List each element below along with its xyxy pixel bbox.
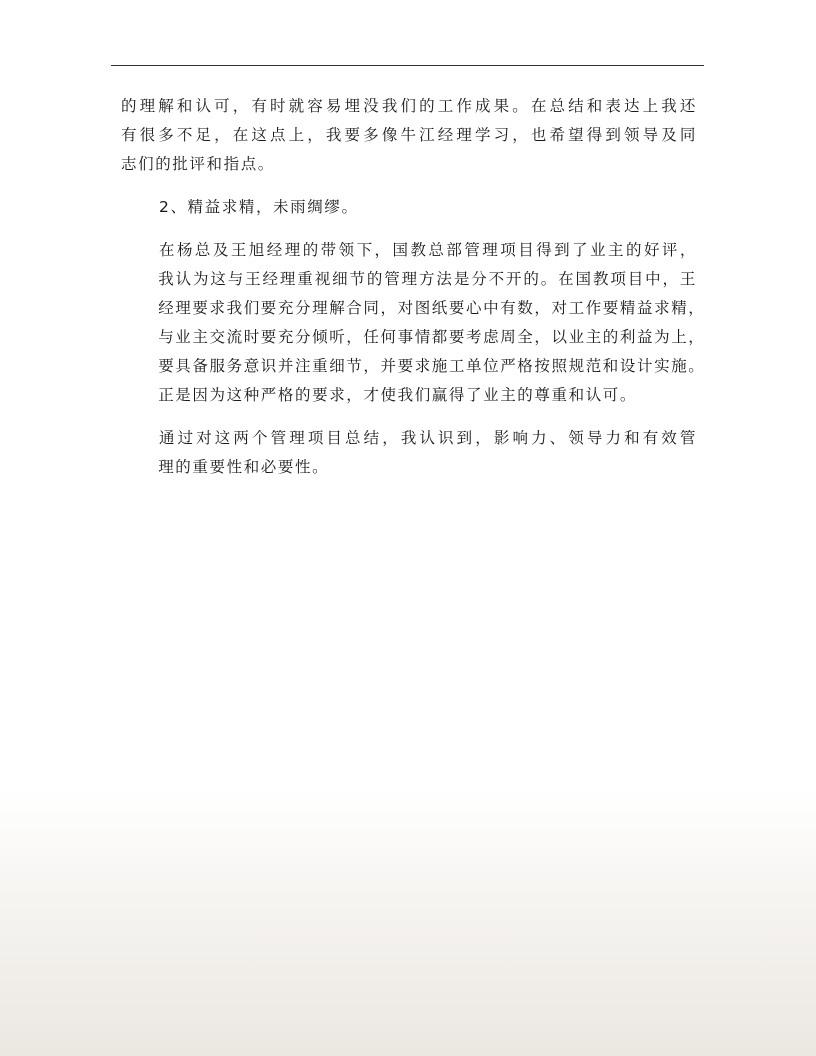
text-line: 在杨总及王旭经理的带领下，国教总部管理项目得到了业主的好评， — [159, 241, 697, 259]
text-line: 有很多不足，在这点上，我要多像牛江经理学习，也希望得到领导及同 — [121, 126, 697, 144]
text-line: 正是因为这种严格的要求，才使我们赢得了业主的尊重和认可。 — [158, 386, 637, 404]
text-line: 我认为这与王经理重视细节的管理方法是分不开的。在国教项目中，王 — [158, 270, 697, 288]
text-line: 要具备服务意识并注重细节，并要求施工单位严格按照规范和设计实施。 — [158, 357, 706, 375]
text-line: 通过对这两个管理项目总结，我认识到，影响力、领导力和有效管 — [159, 429, 697, 447]
paragraph-3 — [121, 424, 697, 482]
text-line: 2、精益求精，未雨绸缪。 — [159, 198, 359, 216]
text-line: 经理要求我们要充分理解合同，对图纸要心中有数，对工作要精益求精， — [158, 299, 706, 317]
text-line: 的理解和认可，有时就容易埋没我们的工作成果。在总结和表达上我还 — [121, 97, 697, 115]
text-line: 理的重要性和必要性。 — [158, 458, 330, 476]
header-rule — [111, 65, 704, 66]
document-body — [121, 92, 706, 496]
section-heading — [121, 193, 697, 222]
paragraph-1 — [121, 92, 697, 179]
text-line: 与业主交流时要充分倾听，任何事情都要考虑周全，以业主的利益为上， — [158, 328, 706, 346]
text-line: 志们的批评和指点。 — [121, 155, 275, 173]
paragraph-2 — [121, 236, 706, 410]
